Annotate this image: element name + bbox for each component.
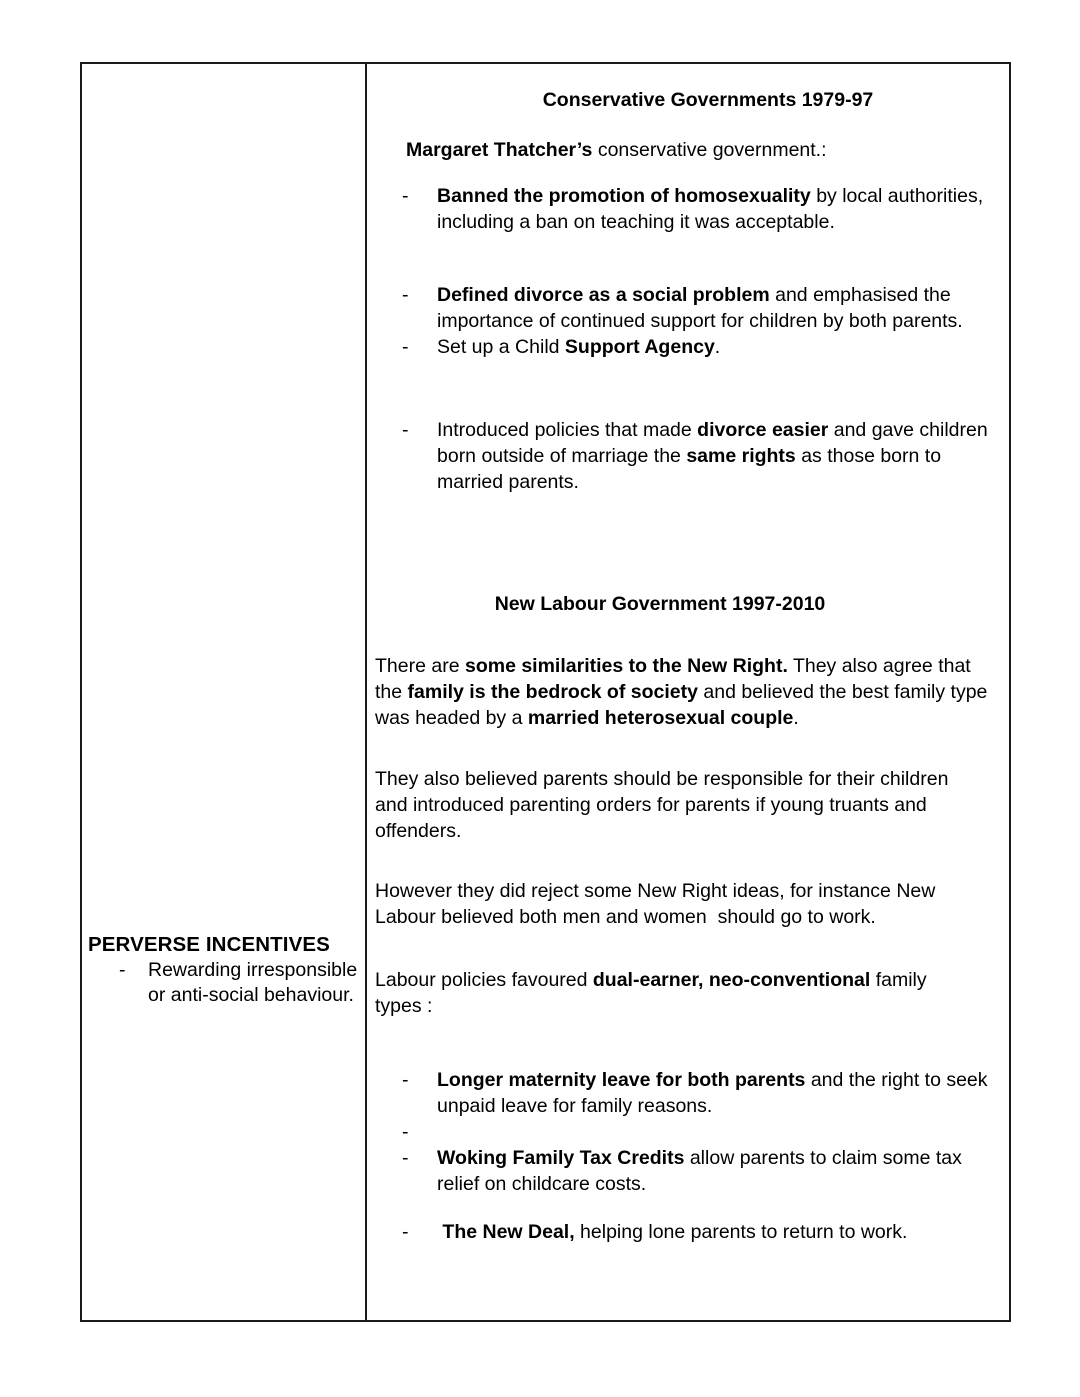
bullet-bold-text: Woking Family Tax Credits [437, 1147, 685, 1169]
table-cell-left [81, 63, 366, 1321]
paragraph-reject-new-right: However they did reject some New Right ideas, for instance New Labour believed both men and women should go to work. [375, 880, 941, 928]
para1-bold-1: some similarities to the New Right. [464, 655, 788, 677]
perverse-incentives-bullet [88, 958, 361, 1007]
perverse-incentives-bullet-text: Rewarding irresponsible or anti-social behaviour. [148, 959, 358, 1006]
para1-bold-2: family is the bedrock of society [407, 681, 698, 703]
bullet-bold-text: Support Agency [564, 336, 715, 358]
bullet-rest-text: helping lone parents to return to work. [574, 1221, 908, 1243]
notes-table [80, 62, 1011, 1322]
bullet-rest-text: allow parents to claim some tax relief on childcare costs. [437, 1147, 962, 1195]
bullet-dash-icon: - [119, 959, 126, 981]
heading-new-labour-government: New Labour Government 1997-2010 [494, 593, 826, 615]
perverse-incentives-block [88, 932, 361, 1007]
para1-b: They also agree that the [375, 655, 971, 703]
paragraph-new-right-similarities [375, 653, 989, 731]
bullet-dash-icon: - [402, 1121, 409, 1143]
para1-a: There are [375, 655, 465, 677]
bullet-rest-text: . [714, 336, 721, 358]
bullet-pre-text: Set up a Child [437, 336, 565, 358]
bullet-dash-icon: - [402, 284, 409, 306]
table-row [81, 63, 1010, 1321]
list-item [402, 183, 1009, 235]
table-cell-right [366, 63, 1010, 1321]
thatcher-intro-rest: conservative government.: [592, 139, 827, 161]
bullet-bold-text: The New Deal, [437, 1221, 575, 1243]
list-item [402, 1219, 1009, 1245]
paragraph-parenting-orders: They also believed parents should be responsible for their children and introduced parenting orders for parents if young truants and offenders. [375, 768, 949, 842]
bullet-rest-text: as those born to married parents. [437, 445, 942, 493]
paragraph-labour-policies [375, 967, 973, 1019]
bullet-bold-text-2: same rights [686, 445, 796, 467]
para4-b: family types : [375, 969, 927, 1017]
conservative-bullet-2-3-wrap [402, 282, 1009, 360]
conservative-bullet-1-wrap [402, 183, 1009, 235]
para1-c: and believed the best family type was headed by a [375, 681, 988, 729]
para1-bold-3: married heterosexual couple [527, 707, 794, 729]
bullet-dash-icon: - [402, 1221, 409, 1243]
list-item [402, 282, 1009, 334]
bullet-dash-icon: - [402, 336, 409, 358]
bullet-bold-text: divorce easier [697, 419, 829, 441]
bullet-dash-icon: - [402, 185, 409, 207]
list-item [402, 417, 1009, 495]
para1-d: . [793, 707, 799, 729]
bullet-mid-text: and gave children born outside of marriage the [437, 419, 988, 467]
thatcher-intro-bold: Margaret Thatcher’s [406, 139, 593, 161]
para4-a: Labour policies favoured [375, 969, 593, 991]
bullet-dash-icon: - [402, 1069, 409, 1091]
list-item [402, 334, 1009, 360]
bullet-bold-text: Banned the promotion of homosexuality [437, 185, 811, 207]
bullet-pre-text: Introduced policies that made [437, 419, 698, 441]
heading-conservative-governments: Conservative Governments 1979-97 [542, 89, 874, 111]
conservative-bullet-4-wrap [402, 417, 1009, 495]
bullet-rest-text: by local authorities, including a ban on teaching it was acceptable. [437, 185, 984, 233]
list-item [402, 1145, 1009, 1197]
perverse-incentives-title: PERVERSE INCENTIVES [88, 933, 330, 956]
list-item [402, 1067, 1009, 1119]
bullet-dash-icon: - [402, 419, 409, 441]
para4-bold-1: dual-earner, neo-conventional [592, 969, 871, 991]
bullet-rest-text: and emphasised the importance of continued support for children by both parents. [437, 284, 963, 332]
bullet-bold-text: Defined divorce as a social problem [437, 284, 770, 306]
bullet-dash-icon: - [402, 1147, 409, 1169]
bullet-rest-text: and the right to seek unpaid leave for family reasons. [437, 1069, 988, 1117]
labour-bullets-wrap [402, 1067, 1009, 1197]
list-item-empty [402, 1119, 1009, 1145]
paragraph-thatcher-intro [406, 137, 999, 163]
labour-bullet-new-deal-wrap [402, 1219, 1009, 1245]
bullet-bold-text: Longer maternity leave for both parents [437, 1069, 806, 1091]
